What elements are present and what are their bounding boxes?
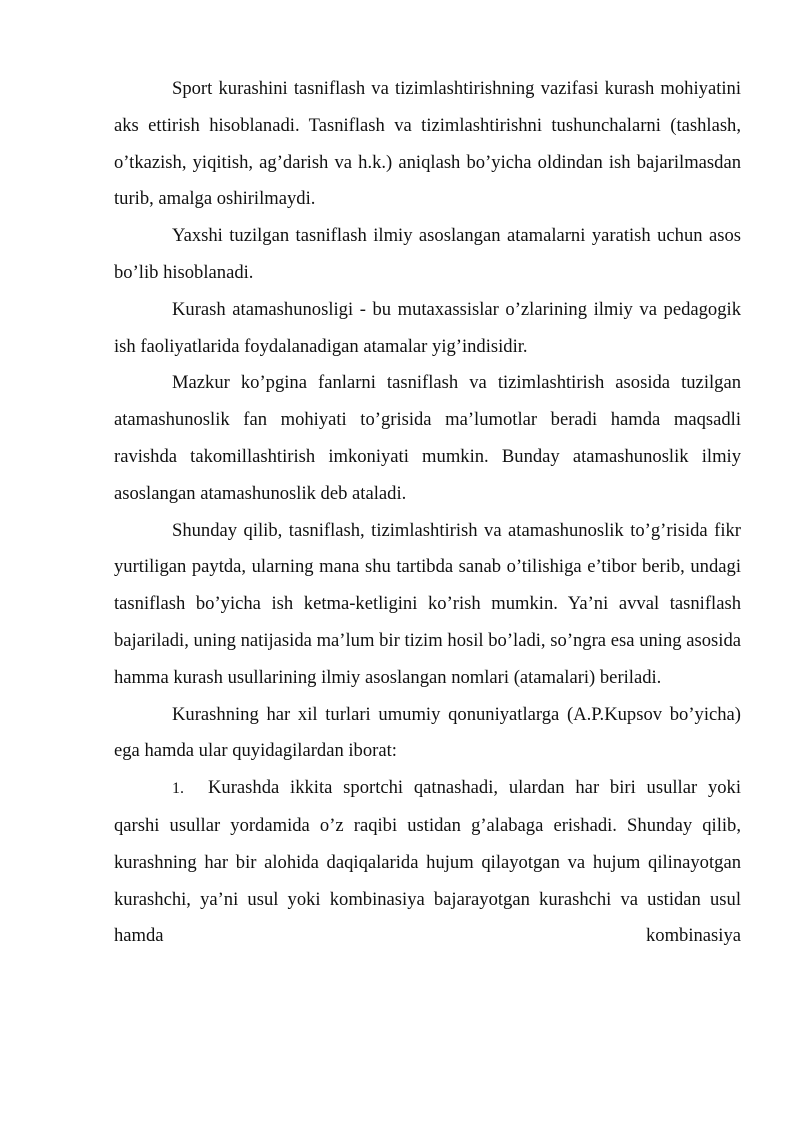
paragraph-1: Sport kurashini tasniflash va tizimlashtirishning vazifasi kurash mohiyatini aks ettirish hisoblanadi. Tasniflash va tizimlashtirishni tushunchalarni (tashlash, o’tkazish, yiqitish, ag’darish va h.k.) aniqlash bo’yicha oldindan ish bajarilmasdan turib, amalga oshirilmaydi. xyxy=(114,78,741,210)
list-item-number: 1. xyxy=(172,780,184,798)
paragraph-5: Shunday qilib, tasniflash, tizimlashtirish va atamashunoslik to’g’risida fikr yurtiligan paytda, ularning mana shu tartibda sanab o’tilishiga e’tibor berib, undagi tasniflash bo’yicha ish ketma-ketligini ko’rish mumkin. Ya’ni avval tasniflash bajariladi, uning natijasida ma’lum bir tizim hosil bo’ladi, so’ngra esa uning asosida hamma kurash usullarining ilmiy asoslangan nomlari (atamalari) beriladi. xyxy=(114,519,741,688)
paragraph-4: Mazkur ko’pgina fanlarni tasniflash va tizimlashtirish asosida tuzilgan atamashunoslik fan mohiyati to’grisida ma’lumotlar beradi hamda maqsadli ravishda takomillashtirish imkoniyati mumkin. Bunday atamashunoslik ilmiy asoslangan atamashunoslik deb ataladi. xyxy=(114,372,741,504)
document-page xyxy=(114,71,741,955)
paragraph-2: Yaxshi tuzilgan tasniflash ilmiy asoslangan atamalarni yaratish uchun asos bo’lib hisoblanadi. xyxy=(114,225,741,283)
list-item-1 xyxy=(114,770,741,955)
paragraph-6: Kurashning har xil turlari umumiy qonuniyatlarga (A.P.Kupsov bo’yicha) ega hamda ular quyidagilardan iborat: xyxy=(114,703,741,762)
paragraph-3: Kurash atamashunosligi - bu mutaxassislar o’zlarining ilmiy va pedagogik ish faoliyatlarida foydalanadigan atamalar yig’indisidir. xyxy=(114,298,741,357)
list-item-text: Kurashda ikkita sportchi qatnashadi, ulardan har biri usullar yoki qarshi usullar yordamida o’z raqibi ustidan g’alabaga erishadi. Shunday qilib, kurashning har bir alohida daqiqalarida hujum qilayotgan va hujum qilinayotgan kurashchi, ya’ni usul yoki kombinasiya bajarayotgan kurashchi va ustidan usul hamda kombinasiya xyxy=(114,777,741,947)
